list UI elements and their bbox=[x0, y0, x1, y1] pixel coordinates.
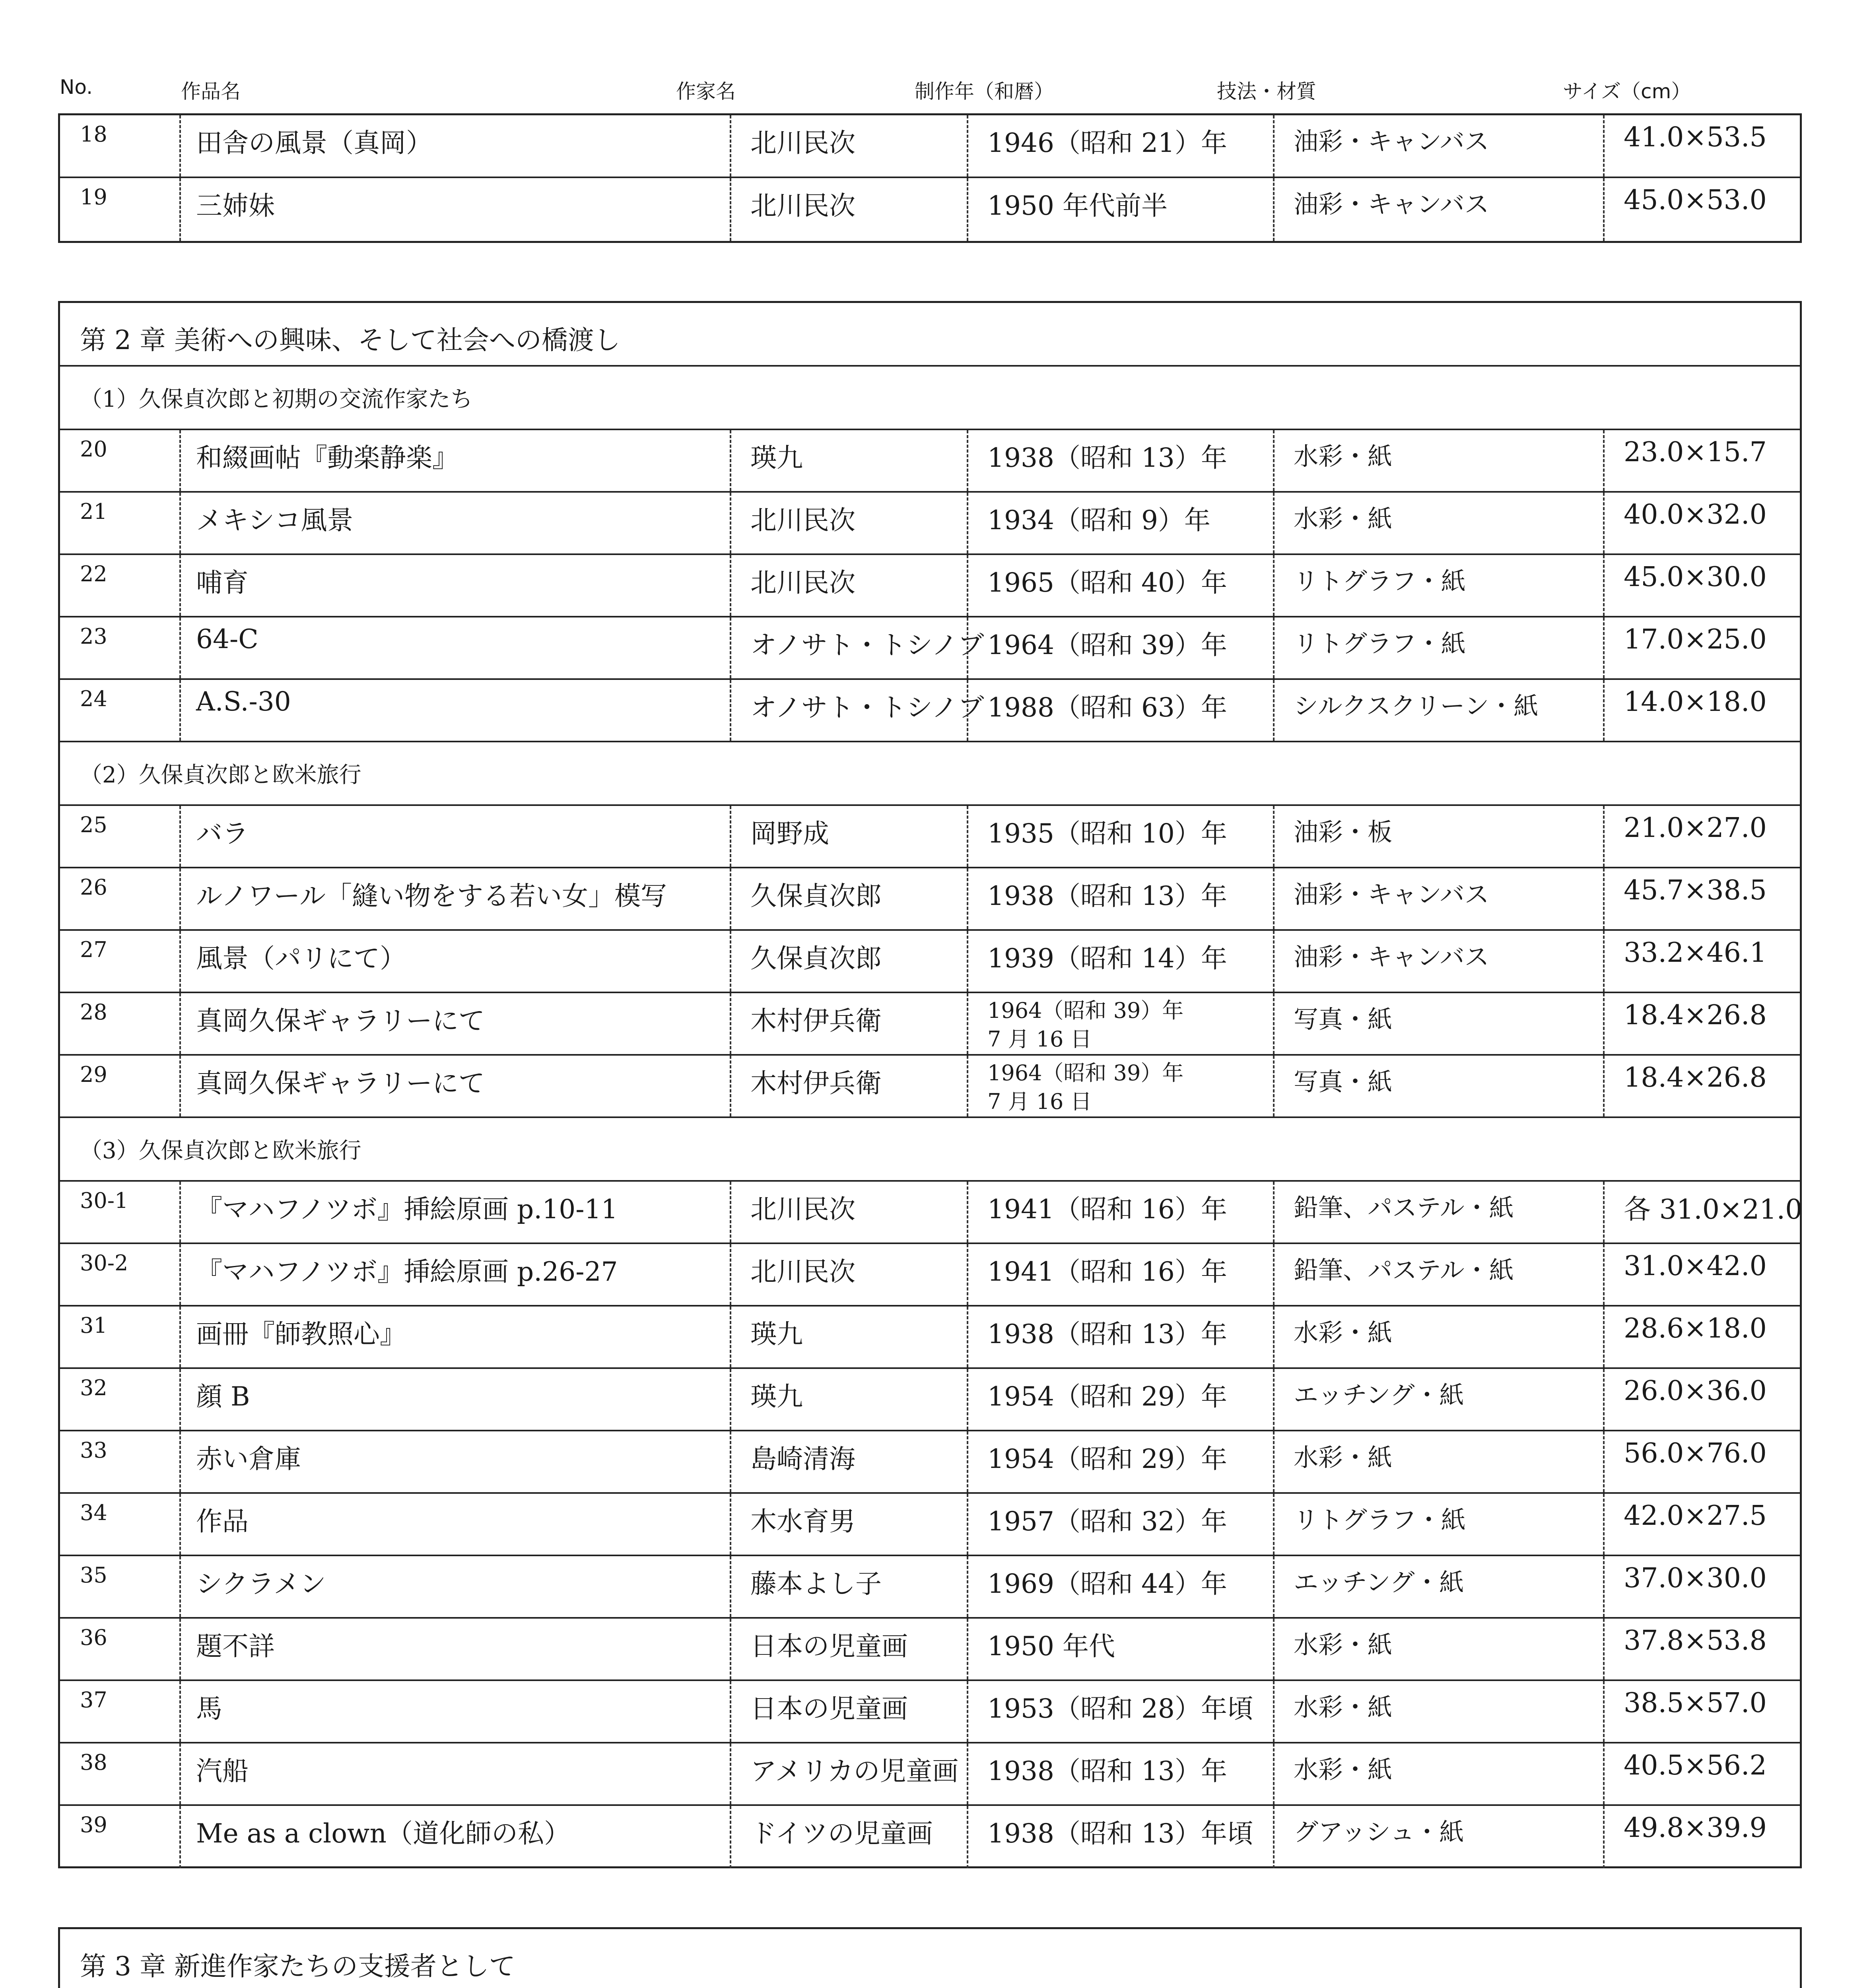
cell-title: 64-C bbox=[179, 617, 730, 678]
cell-artist: 久保貞次郎 bbox=[730, 868, 967, 929]
header-size: サイズ（cm） bbox=[1563, 80, 1691, 103]
cell-no: 26 bbox=[80, 875, 107, 900]
table-row bbox=[60, 1494, 1800, 1556]
cell-technique: 水彩・紙 bbox=[1273, 493, 1603, 553]
header-year: 制作年（和暦） bbox=[915, 80, 1054, 103]
cell-year bbox=[967, 1056, 1273, 1116]
cell-technique: グアッシュ・紙 bbox=[1273, 1806, 1603, 1868]
cell-size: 38.5×57.0 bbox=[1603, 1681, 1800, 1742]
cell-artist: 瑛九 bbox=[730, 430, 967, 491]
cell-technique: リトグラフ・紙 bbox=[1273, 555, 1603, 616]
table-row bbox=[60, 806, 1800, 868]
cell-technique: 水彩・紙 bbox=[1273, 430, 1603, 491]
cell-title: 『マハフノツボ』挿絵原画 p.10-11 bbox=[179, 1182, 730, 1242]
cell-artist: ドイツの児童画 bbox=[730, 1806, 967, 1868]
cell-no: 32 bbox=[80, 1375, 107, 1400]
cell-title: 汽船 bbox=[179, 1743, 730, 1804]
cell-technique: エッチング・紙 bbox=[1273, 1369, 1603, 1430]
cell-artist: 北川民次 bbox=[730, 493, 967, 553]
cell-year: 1938（昭和 13）年 bbox=[967, 1307, 1273, 1367]
cell-no: 22 bbox=[80, 561, 107, 586]
cell-title: 顔 B bbox=[179, 1369, 730, 1430]
cell-artist: 日本の児童画 bbox=[730, 1619, 967, 1679]
section-2-2-title: （2）久保貞次郎と欧米旅行 bbox=[60, 742, 1800, 806]
cell-no: 20 bbox=[80, 437, 107, 462]
table-row bbox=[60, 115, 1800, 178]
cell-size: 56.0×76.0 bbox=[1603, 1431, 1800, 1492]
cell-year: 1954（昭和 29）年 bbox=[967, 1431, 1273, 1492]
cell-year: 1935（昭和 10）年 bbox=[967, 806, 1273, 867]
cell-size: 各 31.0×21.0 bbox=[1603, 1182, 1800, 1242]
cell-title: 哺育 bbox=[179, 555, 730, 616]
cell-no: 38 bbox=[80, 1750, 107, 1775]
cell-year: 1988（昭和 63）年 bbox=[967, 680, 1273, 741]
cell-year: 1957（昭和 32）年 bbox=[967, 1494, 1273, 1555]
cell-year: 1939（昭和 14）年 bbox=[967, 931, 1273, 992]
cell-title: 『マハフノツボ』挿絵原画 p.26-27 bbox=[179, 1244, 730, 1305]
cell-technique: リトグラフ・紙 bbox=[1273, 617, 1603, 678]
cell-no: 34 bbox=[80, 1500, 107, 1525]
table-row bbox=[60, 1806, 1800, 1868]
cell-technique: 鉛筆、パステル・紙 bbox=[1273, 1244, 1603, 1305]
cell-no: 23 bbox=[80, 624, 107, 649]
cell-technique: 油彩・キャンバス bbox=[1273, 115, 1603, 177]
table-row bbox=[60, 1244, 1800, 1307]
cell-size: 17.0×25.0 bbox=[1603, 617, 1800, 678]
cell-no: 24 bbox=[80, 686, 107, 711]
table-row bbox=[60, 617, 1800, 680]
cell-technique: 油彩・キャンバス bbox=[1273, 178, 1603, 241]
cell-artist: 木村伊兵衛 bbox=[730, 1056, 967, 1116]
cell-technique: 水彩・紙 bbox=[1273, 1681, 1603, 1742]
cell-size: 45.7×38.5 bbox=[1603, 868, 1800, 929]
cell-title: 画冊『師教照心』 bbox=[179, 1307, 730, 1367]
header-no: No. bbox=[60, 76, 93, 99]
cell-size: 14.0×18.0 bbox=[1603, 680, 1800, 741]
table-row bbox=[60, 868, 1800, 931]
cell-size: 40.5×56.2 bbox=[1603, 1743, 1800, 1804]
table-row bbox=[60, 555, 1800, 617]
cell-year: 1941（昭和 16）年 bbox=[967, 1244, 1273, 1305]
cell-artist: 北川民次 bbox=[730, 178, 967, 241]
cell-artist: 日本の児童画 bbox=[730, 1681, 967, 1742]
table-row bbox=[60, 1307, 1800, 1369]
cell-title: シクラメン bbox=[179, 1556, 730, 1617]
cell-size: 23.0×15.7 bbox=[1603, 430, 1800, 491]
cell-no: 29 bbox=[80, 1062, 107, 1087]
cell-technique: 写真・紙 bbox=[1273, 993, 1603, 1054]
cell-no: 30-2 bbox=[80, 1250, 128, 1276]
cell-no: 31 bbox=[80, 1313, 107, 1338]
table-row bbox=[60, 931, 1800, 993]
header-title: 作品名 bbox=[181, 80, 241, 103]
cell-no: 21 bbox=[80, 499, 107, 524]
cell-title: Me as a clown（道化師の私） bbox=[179, 1806, 730, 1868]
cell-title: 和綴画帖『動楽静楽』 bbox=[179, 430, 730, 491]
cell-title: 真岡久保ギャラリーにて bbox=[179, 1056, 730, 1116]
cell-size: 45.0×30.0 bbox=[1603, 555, 1800, 616]
table-row bbox=[60, 1182, 1803, 1244]
section-2-1-title: （1）久保貞次郎と初期の交流作家たち bbox=[60, 367, 1800, 430]
cell-title: メキシコ風景 bbox=[179, 493, 730, 553]
cell-artist: 久保貞次郎 bbox=[730, 931, 967, 992]
cell-no: 18 bbox=[80, 122, 107, 147]
cell-size: 31.0×42.0 bbox=[1603, 1244, 1800, 1305]
cell-artist: 北川民次 bbox=[730, 1182, 967, 1242]
cell-year: 1954（昭和 29）年 bbox=[967, 1369, 1273, 1430]
section-2-3-title: （3）久保貞次郎と欧米旅行 bbox=[60, 1118, 1800, 1182]
cell-size: 33.2×46.1 bbox=[1603, 931, 1800, 992]
chapter-3-title: 第 3 章 新進作家たちの支援者として bbox=[60, 1929, 1800, 1988]
cell-title: 三姉妹 bbox=[179, 178, 730, 241]
cell-no: 39 bbox=[80, 1812, 107, 1837]
cell-artist: 瑛九 bbox=[730, 1307, 967, 1367]
cell-technique: 水彩・紙 bbox=[1273, 1743, 1603, 1804]
table-row bbox=[60, 1056, 1800, 1118]
cell-technique: 油彩・キャンバス bbox=[1273, 868, 1603, 929]
cell-year: 1938（昭和 13）年 bbox=[967, 868, 1273, 929]
cell-title: 作品 bbox=[179, 1494, 730, 1555]
cell-year-line-2: 7 月 16 日 bbox=[987, 1027, 1092, 1052]
cell-technique: 写真・紙 bbox=[1273, 1056, 1603, 1116]
cell-technique: 水彩・紙 bbox=[1273, 1307, 1603, 1367]
cell-size: 37.0×30.0 bbox=[1603, 1556, 1800, 1617]
table-chapter-3 bbox=[58, 1927, 1802, 1988]
cell-no: 27 bbox=[80, 937, 107, 962]
cell-year: 1950 年代 bbox=[967, 1619, 1273, 1679]
cell-size: 21.0×27.0 bbox=[1603, 806, 1800, 867]
cell-size: 18.4×26.8 bbox=[1603, 993, 1800, 1054]
cell-year: 1938（昭和 13）年 bbox=[967, 430, 1273, 491]
table-row bbox=[60, 1431, 1800, 1494]
cell-year-line-1: 1964（昭和 39）年 bbox=[987, 1060, 1184, 1085]
cell-artist: 北川民次 bbox=[730, 555, 967, 616]
cell-technique: 鉛筆、パステル・紙 bbox=[1273, 1182, 1603, 1242]
cell-year: 1938（昭和 13）年 bbox=[967, 1743, 1273, 1804]
cell-size: 26.0×36.0 bbox=[1603, 1369, 1800, 1430]
cell-no: 30-1 bbox=[80, 1188, 128, 1213]
cell-size: 49.8×39.9 bbox=[1603, 1806, 1800, 1868]
cell-year-line-1: 1964（昭和 39）年 bbox=[987, 998, 1184, 1023]
cell-year: 1964（昭和 39）年 bbox=[967, 617, 1273, 678]
cell-artist: 北川民次 bbox=[730, 1244, 967, 1305]
cell-no: 35 bbox=[80, 1563, 107, 1588]
cell-year: 1965（昭和 40）年 bbox=[967, 555, 1273, 616]
cell-title: バラ bbox=[179, 806, 730, 867]
cell-size: 37.8×53.8 bbox=[1603, 1619, 1800, 1679]
table-row bbox=[60, 1556, 1800, 1619]
cell-year: 1950 年代前半 bbox=[967, 178, 1273, 241]
header-artist: 作家名 bbox=[676, 80, 736, 103]
cell-size: 40.0×32.0 bbox=[1603, 493, 1800, 553]
cell-technique: シルクスクリーン・紙 bbox=[1273, 680, 1603, 741]
cell-title: 真岡久保ギャラリーにて bbox=[179, 993, 730, 1054]
cell-year: 1953（昭和 28）年頃 bbox=[967, 1681, 1273, 1742]
cell-size: 18.4×26.8 bbox=[1603, 1056, 1800, 1116]
cell-artist: 島崎清海 bbox=[730, 1431, 967, 1492]
cell-technique: 水彩・紙 bbox=[1273, 1431, 1603, 1492]
chapter-2-title: 第 2 章 美術への興味、そして社会への橋渡し bbox=[60, 303, 1800, 367]
cell-artist: アメリカの児童画 bbox=[730, 1743, 967, 1804]
header-technique: 技法・材質 bbox=[1217, 80, 1316, 103]
table-row bbox=[60, 1369, 1800, 1431]
cell-size: 42.0×27.5 bbox=[1603, 1494, 1800, 1555]
cell-artist: 木水育男 bbox=[730, 1494, 967, 1555]
cell-technique: エッチング・紙 bbox=[1273, 1556, 1603, 1617]
cell-technique: 油彩・キャンバス bbox=[1273, 931, 1603, 992]
table-row bbox=[60, 430, 1800, 493]
cell-year: 1934（昭和 9）年 bbox=[967, 493, 1273, 553]
cell-size: 45.0×53.0 bbox=[1603, 178, 1800, 241]
cell-artist: オノサト・トシノブ bbox=[730, 617, 967, 678]
cell-year: 1969（昭和 44）年 bbox=[967, 1556, 1273, 1617]
cell-no: 36 bbox=[80, 1625, 107, 1650]
cell-size: 41.0×53.5 bbox=[1603, 115, 1800, 177]
cell-technique: 水彩・紙 bbox=[1273, 1619, 1603, 1679]
cell-no: 19 bbox=[80, 184, 107, 210]
cell-no: 28 bbox=[80, 1000, 107, 1025]
cell-artist: オノサト・トシノブ bbox=[730, 680, 967, 741]
cell-title: 田舎の風景（真岡） bbox=[179, 115, 730, 177]
table-top bbox=[58, 113, 1802, 243]
cell-artist: 藤本よし子 bbox=[730, 1556, 967, 1617]
cell-year bbox=[967, 993, 1273, 1054]
cell-technique: 油彩・板 bbox=[1273, 806, 1603, 867]
table-row bbox=[60, 1681, 1800, 1743]
cell-year: 1946（昭和 21）年 bbox=[967, 115, 1273, 177]
cell-title: 題不詳 bbox=[179, 1619, 730, 1679]
cell-title: A.S.-30 bbox=[179, 680, 730, 741]
cell-year: 1941（昭和 16）年 bbox=[967, 1182, 1273, 1242]
cell-no: 33 bbox=[80, 1438, 107, 1463]
cell-year: 1938（昭和 13）年頃 bbox=[967, 1806, 1273, 1868]
cell-no: 37 bbox=[80, 1687, 107, 1712]
cell-artist: 北川民次 bbox=[730, 115, 967, 177]
cell-artist: 瑛九 bbox=[730, 1369, 967, 1430]
cell-title: 馬 bbox=[179, 1681, 730, 1742]
cell-size: 28.6×18.0 bbox=[1603, 1307, 1800, 1367]
cell-no: 25 bbox=[80, 812, 107, 837]
table-row bbox=[60, 493, 1800, 555]
table-chapter-2 bbox=[58, 301, 1802, 1868]
cell-year-line-2: 7 月 16 日 bbox=[987, 1089, 1092, 1114]
cell-technique: リトグラフ・紙 bbox=[1273, 1494, 1603, 1555]
table-row bbox=[60, 1619, 1800, 1681]
table-row bbox=[60, 1743, 1800, 1806]
cell-artist: 岡野成 bbox=[730, 806, 967, 867]
cell-title: ルノワール「縫い物をする若い女」模写 bbox=[179, 868, 730, 929]
cell-title: 風景（パリにて） bbox=[179, 931, 730, 992]
table-row bbox=[60, 993, 1800, 1056]
cell-artist: 木村伊兵衛 bbox=[730, 993, 967, 1054]
table-row bbox=[60, 178, 1800, 241]
cell-title: 赤い倉庫 bbox=[179, 1431, 730, 1492]
table-row bbox=[60, 680, 1800, 742]
